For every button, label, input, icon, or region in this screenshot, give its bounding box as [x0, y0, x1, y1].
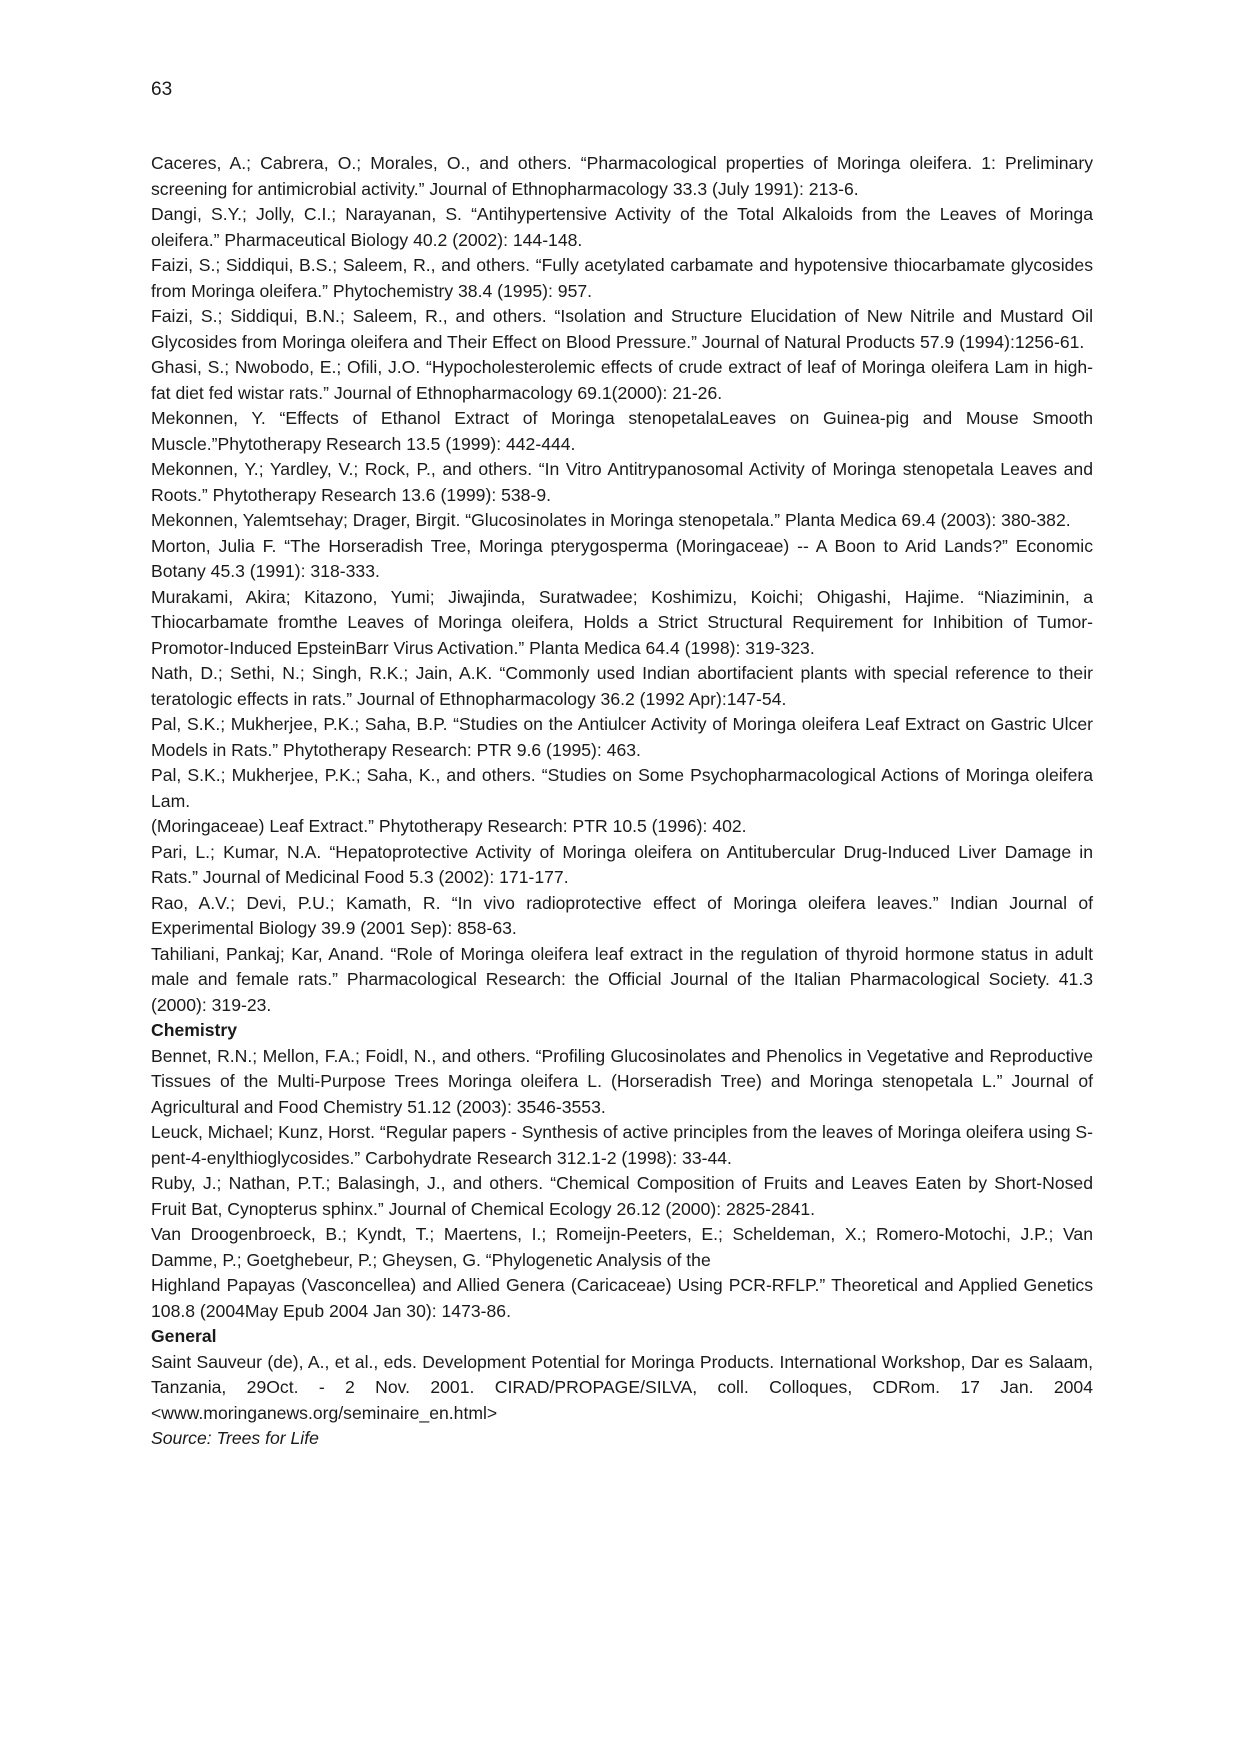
reference-entry: Highland Papayas (Vasconcellea) and Allied Genera (Caricaceae) Using PCR-RFLP.” Theoretical and Applied Genetics 108.8 (2004May Epub 2004 Jan 30): 1473-86.: [151, 1275, 1093, 1321]
reference-entry: (Moringaceae) Leaf Extract.” Phytotherapy Research: PTR 10.5 (1996): 402.: [151, 816, 747, 836]
chemistry-heading: Chemistry: [151, 1020, 238, 1040]
reference-entry: Pari, L.; Kumar, N.A. “Hepatoprotective Activity of Moringa oleifera on Antitubercular Drug-Induced Liver Damage in Rats.” Journal of Medicinal Food 5.3 (2002): 171-177.: [151, 841, 1093, 887]
reference-entry: Leuck, Michael; Kunz, Horst. “Regular papers - Synthesis of active principles from the leaves of Moringa oleifera using S-pent-4-enylthioglycosides.” Carbohydrate Research 312.1-2 (1998): 33-44.: [151, 1122, 1093, 1168]
reference-entry: Mekonnen, Yalemtsehay; Drager, Birgit. “Glucosinolates in Moringa stenopetala.” Planta Medica 69.4 (2003): 380-382.: [151, 510, 1071, 530]
reference-entry: Nath, D.; Sethi, N.; Singh, R.K.; Jain, A.K. “Commonly used Indian abortifacient plants with special reference to their teratologic effects in rats.” Journal of Ethnopharmacology 36.2 (1992 Apr):147-54.: [151, 663, 1093, 709]
reference-entry: Pal, S.K.; Mukherjee, P.K.; Saha, B.P. “Studies on the Antiulcer Activity of Moringa oleifera Leaf Extract on Gastric Ulcer Models in Rats.” Phytotherapy Research: PTR 9.6 (1995): 463.: [151, 714, 1093, 760]
reference-entry: Faizi, S.; Siddiqui, B.S.; Saleem, R., and others. “Fully acetylated carbamate and hypotensive thiocarbamate glycosides from Moringa oleifera.” Phytochemistry 38.4 (1995): 957.: [151, 255, 1093, 301]
reference-entry: Tahiliani, Pankaj; Kar, Anand. “Role of Moringa oleifera leaf extract in the regulation of thyroid hormone status in adult male and female rats.” Pharmacological Research: the Official Journal of the Italian Pharmacological Society. 41.3 (2000): 319-23.: [151, 943, 1093, 1015]
reference-entry: Caceres, A.; Cabrera, O.; Morales, O., and others. “Pharmacological properties of Moringa oleifera. 1: Preliminary screening for antimicrobial activity.” Journal of Ethnopharmacology 33.3 (July 1991): 213-6.: [151, 153, 1093, 199]
source-attribution: Source: Trees for Life: [151, 1428, 319, 1448]
reference-entry: Rao, A.V.; Devi, P.U.; Kamath, R. “In vivo radioprotective effect of Moringa oleifera leaves.” Indian Journal of Experimental Biology 39.9 (2001 Sep): 858-63.: [151, 892, 1093, 938]
reference-entry: Ruby, J.; Nathan, P.T.; Balasingh, J., and others. “Chemical Composition of Fruits and Leaves Eaten by Short-Nosed Fruit Bat, Cynopterus sphinx.” Journal of Chemical Ecology 26.12 (2000): 2825-2841.: [151, 1173, 1093, 1219]
page-number: 63: [151, 79, 173, 100]
general-references: [151, 1350, 1093, 1427]
reference-entry: Ghasi, S.; Nwobodo, E.; Ofili, J.O. “Hypocholesterolemic effects of crude extract of leaf of Moringa oleifera Lam in high-fat diet fed wistar rats.” Journal of Ethnopharmacology 69.1(2000): 21-26.: [151, 357, 1093, 403]
reference-entry: Faizi, S.; Siddiqui, B.N.; Saleem, R., and others. “Isolation and Structure Elucidation of New Nitrile and Mustard Oil Glycosides from Moringa oleifera and Their Effect on Blood Pressure.” Journal of Natural Products 57.9 (1994):1256-61.: [151, 306, 1093, 352]
references-content: [151, 151, 1093, 1452]
reference-entry: Saint Sauveur (de), A., et al., eds. Development Potential for Moringa Products. International Workshop, Dar es Salaam, Tanzania, 29Oct. - 2 Nov. 2001. CIRAD/PROPAGE/SILVA, coll. Colloques, CDRom. 17 Jan. 2004 <www.moringanews.org/seminaire_en.html>: [151, 1351, 1093, 1423]
reference-entry: Mekonnen, Y. “Effects of Ethanol Extract of Moringa stenopetalaLeaves on Guinea-pig and Mouse Smooth Muscle.”Phytotherapy Research 13.5 (1999): 442-444.: [151, 408, 1093, 454]
reference-entry: Murakami, Akira; Kitazono, Yumi; Jiwajinda, Suratwadee; Koshimizu, Koichi; Ohigashi, Hajime. “Niaziminin, a Thiocarbamate fromthe Leaves of Moringa oleifera, Holds a Strict Structural Requirement for Inhibition of Tumor-Promotor-Induced EpsteinBarr Virus Activation.” Planta Medica 64.4 (1998): 319-323.: [151, 586, 1093, 658]
reference-entry: Morton, Julia F. “The Horseradish Tree, Moringa pterygosperma (Moringaceae) -- A Boon to Arid Lands?” Economic Botany 45.3 (1991): 318-333.: [151, 535, 1093, 581]
pharmacology-references: [151, 151, 1093, 1018]
reference-entry: Van Droogenbroeck, B.; Kyndt, T.; Maertens, I.; Romeijn-Peeters, E.; Scheldeman, X.; Romero-Motochi, J.P.; Van Damme, P.; Goetghebeur, P.; Gheysen, G. “Phylogenetic Analysis of the: [151, 1224, 1093, 1270]
reference-entry: Mekonnen, Y.; Yardley, V.; Rock, P., and others. “In Vitro Antitrypanosomal Activity of Moringa stenopetala Leaves and Roots.” Phytotherapy Research 13.6 (1999): 538-9.: [151, 459, 1093, 505]
reference-entry: Pal, S.K.; Mukherjee, P.K.; Saha, K., and others. “Studies on Some Psychopharmacological Actions of Moringa oleifera Lam.: [151, 765, 1093, 811]
general-heading: General: [151, 1326, 217, 1346]
chemistry-references: [151, 1044, 1093, 1325]
reference-entry: Bennet, R.N.; Mellon, F.A.; Foidl, N., and others. “Profiling Glucosinolates and Phenolics in Vegetative and Reproductive Tissues of the Multi-Purpose Trees Moringa oleifera L. (Horseradish Tree) and Moringa stenopetala L.” Journal of Agricultural and Food Chemistry 51.12 (2003): 3546-3553.: [151, 1045, 1093, 1117]
reference-entry: Dangi, S.Y.; Jolly, C.I.; Narayanan, S. “Antihypertensive Activity of the Total Alkaloids from the Leaves of Moringa oleifera.” Pharmaceutical Biology 40.2 (2002): 144-148.: [151, 204, 1093, 250]
